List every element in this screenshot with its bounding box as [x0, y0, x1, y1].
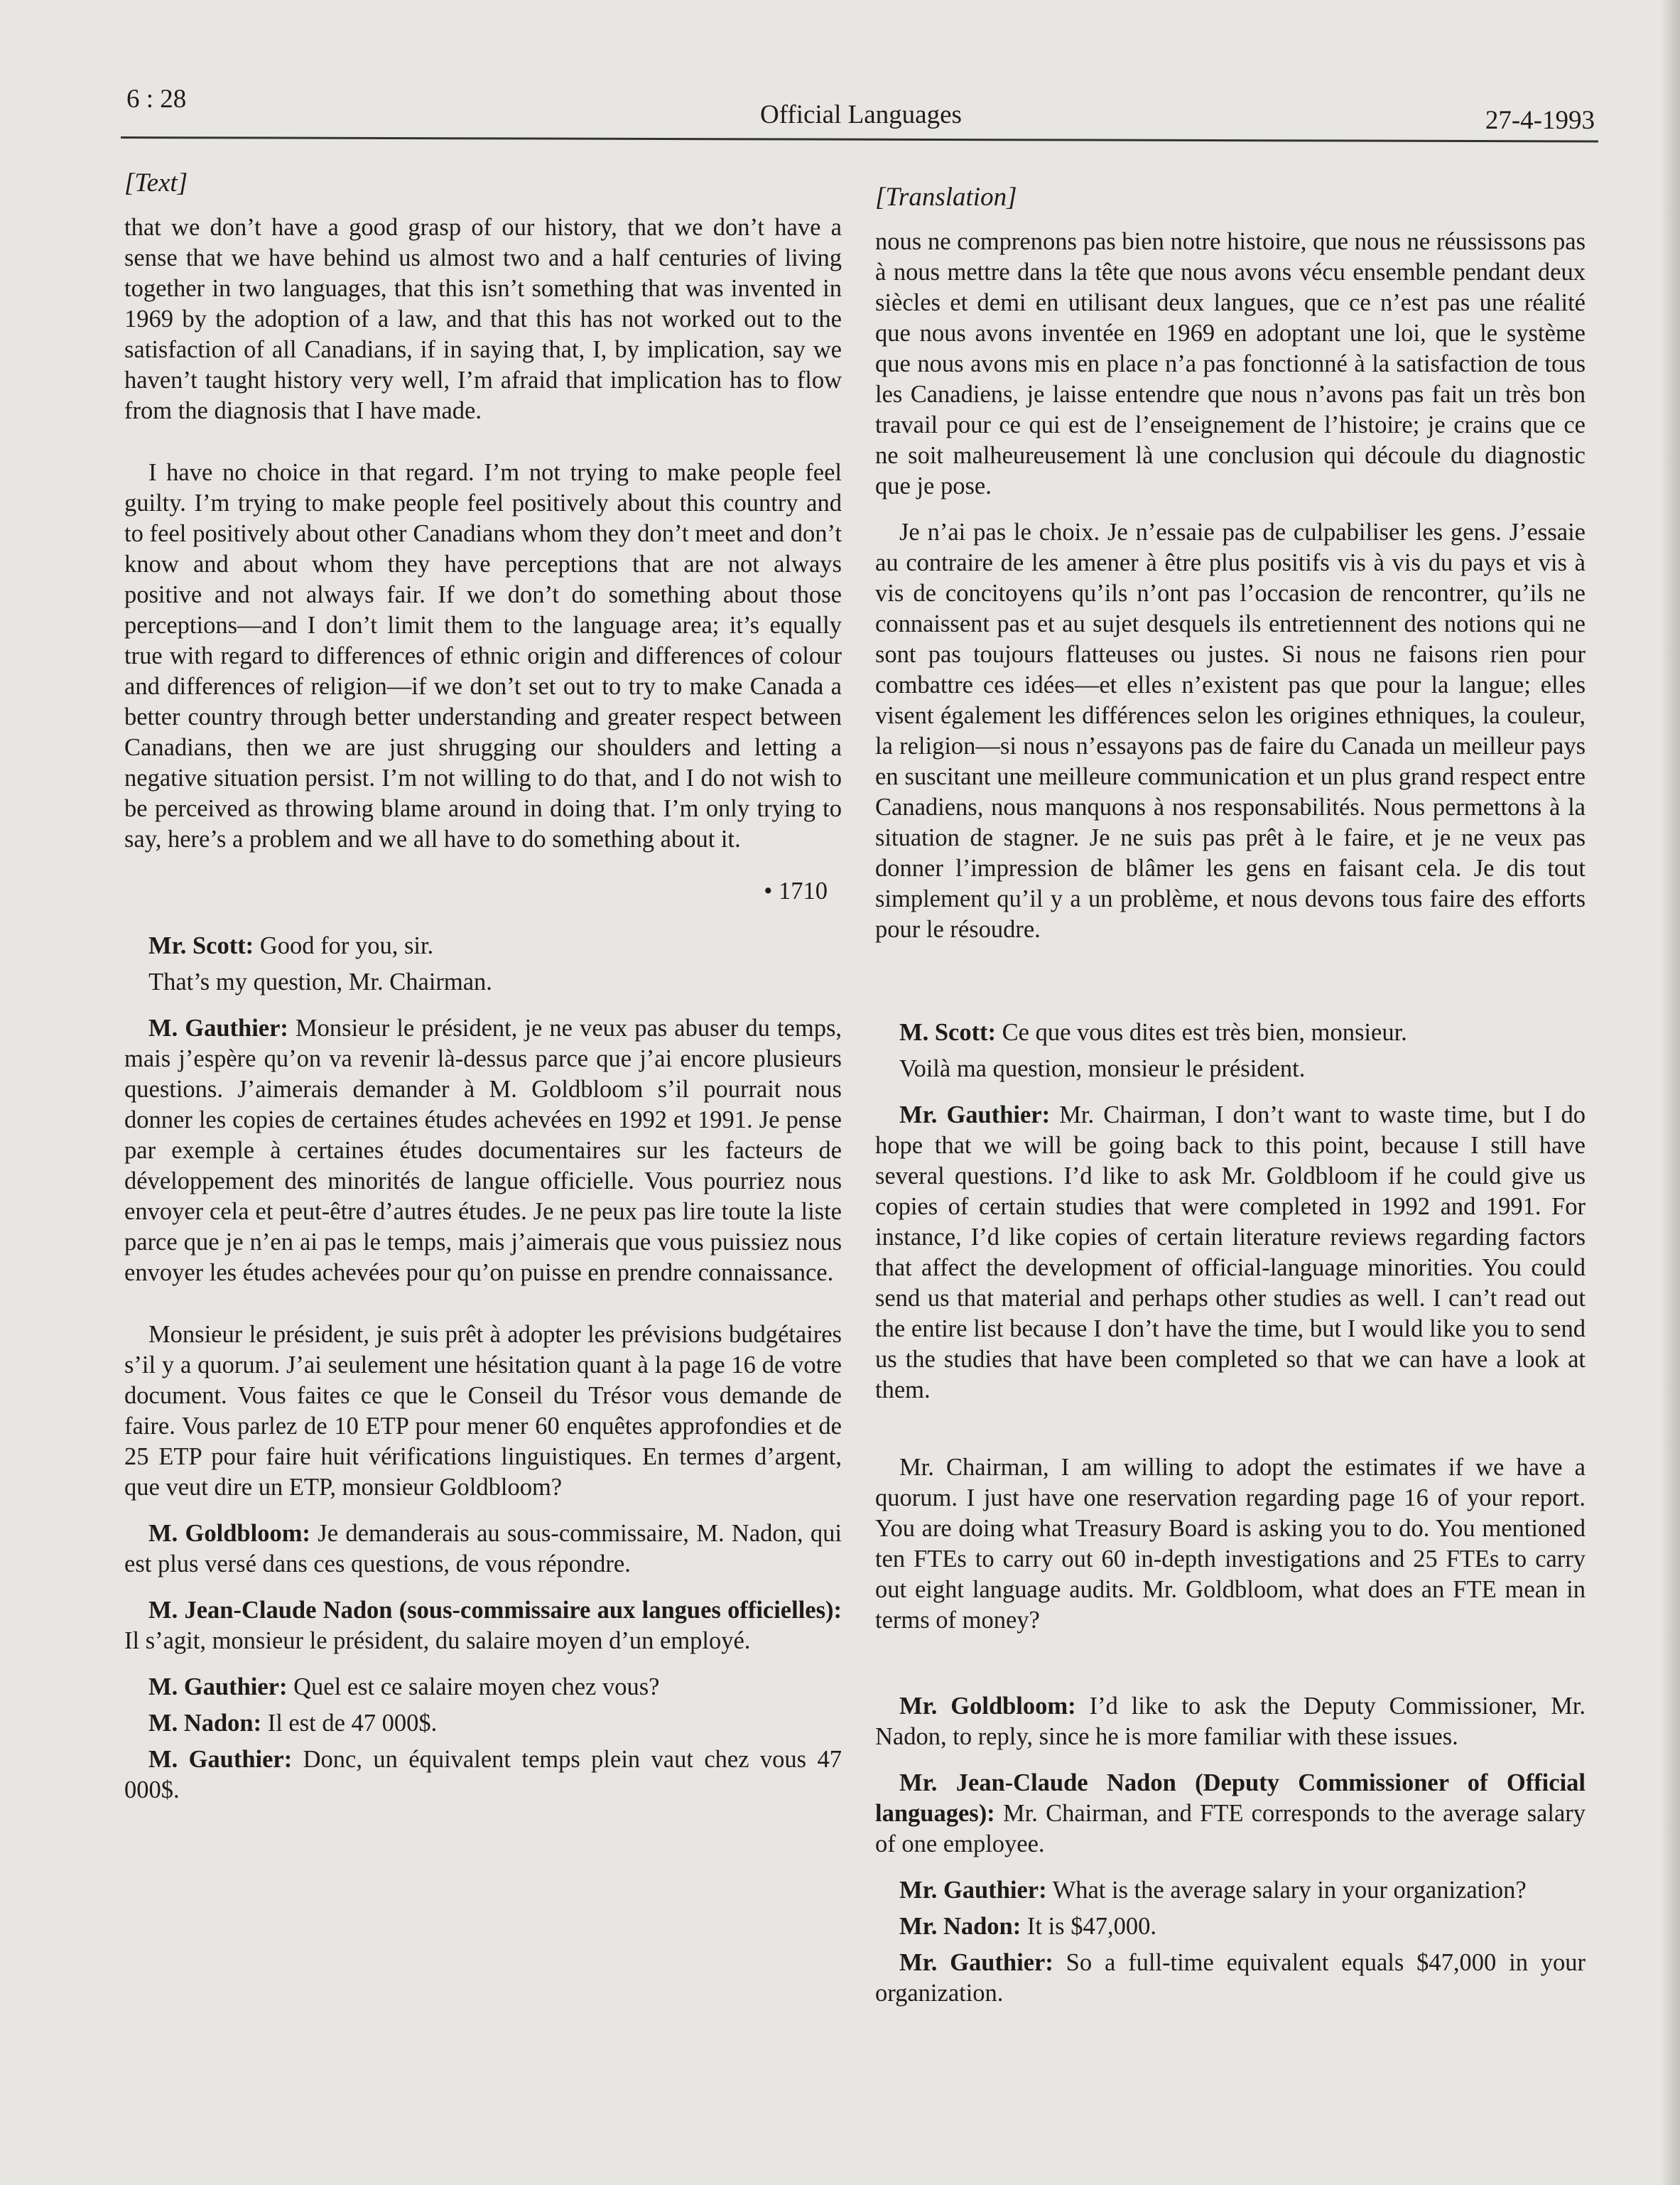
speaker-name: M. Jean-Claude Nadon (sous-commissaire aux langues officielles):: [148, 1597, 842, 1624]
left-column: [124, 168, 842, 1821]
column-label-translation: [Translation]: [875, 183, 1017, 212]
speech-text: Mr. Chairman, and FTE corresponds to the average salary of one employee.: [875, 1800, 1586, 1857]
speaker-name: M. Gauthier:: [148, 1015, 288, 1042]
speech-text: Donc, un équivalent temps plein vaut chez vous 47 000$.: [124, 1746, 842, 1803]
paragraph: that we don’t have a good grasp of our history, that we don’t have a sense that we have behind us almost two and a half centuries of living together in two languages, that this isn’t something that was invented in 1969 by the adoption of a law, and that this has not worked out to the satisfaction of all Canadians, if in saying that, I, by implication, say we haven’t taught history very well, I’m afraid that implication has to flow from the diagnosis that I have made.: [124, 214, 842, 424]
speech-text: So a full-time equivalent equals $47,000 in your organization.: [875, 1949, 1586, 2007]
speech-text: What is the average salary in your organization?: [1052, 1877, 1527, 1904]
header-rule: [121, 136, 1598, 142]
speaker-name: Mr. Gauthier:: [899, 1101, 1051, 1128]
speech-text: I’d like to ask the Deputy Commissioner, Mr. Nadon, to reply, since he is more familiar with these issues.: [875, 1693, 1586, 1750]
speaker-name: M. Gauthier:: [148, 1746, 293, 1773]
speech-text: Il est de 47 000$.: [267, 1710, 438, 1737]
speech-paragraph: [124, 1708, 842, 1739]
speech-paragraph: [875, 1911, 1586, 1942]
speech-paragraph: [875, 1100, 1586, 1406]
right-column: [875, 182, 1586, 2024]
paragraph: Je n’ai pas le choix. Je n’essaie pas de culpabiliser les gens. J’essaie au contraire de les amener à être plus positifs vis à vis du pays et vis à vis de concitoyens qu’ils n’ont pas l’occasion de rencontrer, qu’ils ne connaissent pas et au sujet desquels ils entretiennent des notions qui ne sont pas toujours flatteuses ou justes. Si nous ne faisons rien pour combattre ces idées—et elles n’existent pas que pour la langue; elles visent également les différences selon les origines ethniques, la couleur, la religion—si nous n’essayons pas de faire du Canada un meilleur pays en suscitant une meilleure communication et un plus grand respect entre Canadiens, nous manquons à nos responsabilités. Nous permettons à la situation de stagner. Je ne suis pas prêt à le faire, et je ne veux pas donner l’impression de blâmer les gens en faisant cela. Je dis tout simplement qu’il y a un problème, et nous devons tous faire des efforts pour le résoudre.: [875, 519, 1586, 943]
paragraph: Mr. Chairman, I am willing to adopt the estimates if we have a quorum. I just have one reservation regarding page 16 of your report. You are doing what Treasury Board is asking you to do. You mentioned ten FTEs to carry out 60 in-depth investigations and 25 FTEs to carry out eight language audits. Mr. Goldbloom, what does an FTE mean in terms of money?: [875, 1454, 1586, 1634]
timestamp-marker: • 1710: [764, 878, 828, 905]
speech-paragraph: [875, 1875, 1586, 1906]
speaker-name: Mr. Jean-Claude Nadon (Deputy Commissioner of Official languages):: [875, 1769, 1586, 1827]
paragraph: nous ne comprenons pas bien notre histoire, que nous ne réussissons pas à nous mettre dans la tête que nous avons vécu ensemble pendant deux siècles et demi en utilisant deux langues, que ce n’est pas une réalité que nous avons inventée en 1969 en adoptant une loi, que le système que nous avons mis en place n’a pas fonctionné à la satisfaction de tous les Canadiens, je laisse entendre que nous n’avons pas fait un très bon travail pour ce qui est de l’enseignement de l’histoire; je crains que ce ne soit malheureusement là une conclusion qui découle du diagnostic que je pose.: [875, 228, 1586, 500]
speaker-name: M. Gauthier:: [148, 1673, 288, 1700]
page-header: [121, 80, 1598, 144]
speech-paragraph: [875, 1691, 1586, 1752]
speech-paragraph: [124, 931, 842, 961]
speech-text: Good for you, sir.: [259, 932, 434, 959]
speech-text: Mr. Chairman, I don’t want to waste time, but I do hope that we will be going back to this point, because I still have several questions. I’d like to ask Mr. Goldbloom if he could give us copies of certain studies that were completed in 1992 and 1991. For instance, I’d like copies of certain literature reviews regarding factors that affect the development of official-language minorities. You could send us that material and perhaps other studies as well. I can’t read out the entire list because I don’t have the time, but I would like you to send us the studies that have been completed so that we can have a look at them.: [875, 1101, 1586, 1403]
speech-text: It is $47,000.: [1026, 1913, 1156, 1940]
speech-paragraph: [124, 1518, 842, 1580]
speech-paragraph: [875, 1018, 1586, 1048]
speaker-name: Mr. Gauthier:: [899, 1949, 1053, 1976]
speech-paragraph: [124, 1672, 842, 1703]
speech-paragraph: [124, 1595, 842, 1656]
speech-paragraph: [875, 1768, 1586, 1860]
speaker-name: M. Scott:: [899, 1019, 997, 1046]
speaker-name: M. Nadon:: [148, 1710, 262, 1737]
speaker-name: Mr. Goldbloom:: [899, 1693, 1076, 1720]
paragraph: Voilà ma question, monsieur le président.: [899, 1055, 1306, 1082]
speaker-name: Mr. Scott:: [148, 932, 254, 959]
paragraph: Monsieur le président, je suis prêt à adopter les prévisions budgétaires s’il y a quorum. J’ai seulement une hésitation quant à la page 16 de votre document. Vous faites ce que le Conseil du Trésor vous demande de faire. Vous parlez de 10 ETP pour mener 60 enquêtes approfondies et de 25 ETP pour faire huit vérifications linguistiques. En termes d’argent, que veut dire un ETP, monsieur Goldbloom?: [124, 1321, 842, 1501]
column-label-text: [Text]: [124, 168, 188, 198]
speech-paragraph: [124, 1744, 842, 1806]
speech-paragraph: [124, 1013, 842, 1288]
page-date: 27-4-1993: [1485, 106, 1595, 135]
speech-text: Il s’agit, monsieur le président, du salaire moyen d’un employé.: [124, 1627, 751, 1654]
speech-paragraph: [875, 1948, 1586, 2009]
page-title: Official Languages: [760, 100, 962, 129]
speech-text: Je demanderais au sous-commissaire, M. Nadon, qui est plus versé dans ces questions, de vous répondre.: [124, 1520, 842, 1577]
paragraph: I have no choice in that regard. I’m not trying to make people feel guilty. I’m trying to make people feel positively about this country and to feel positively about other Canadians whom they don’t meet and don’t know and about whom they have perceptions that are not always positive and not always fair. If we don’t do something about those perceptions—and I don’t limit them to the language area; it’s equally true with regard to differences of ethnic origin and differences of colour and differences of religion—if we don’t set out to try to make Canada a better country through better understanding and greater respect between Canadians, then we are just shrugging our shoulders and letting a negative situation persist. I’m not willing to do that, and I do not wish to be perceived as throwing blame around in doing that. I’m only trying to say, here’s a problem and we all have to do something about it.: [124, 459, 842, 853]
page-number: 6 : 28: [126, 85, 187, 114]
speaker-name: Mr. Gauthier:: [899, 1877, 1047, 1904]
speech-text: Quel est ce salaire moyen chez vous?: [293, 1673, 660, 1700]
speech-text: Ce que vous dites est très bien, monsieur.: [1002, 1019, 1407, 1046]
speech-text: Monsieur le président, je ne veux pas abuser du temps, mais j’espère qu’on va revenir là-dessus parce que j’ai encore plusieurs questions. J’aimerais demander à M. Goldbloom s’il pourrait nous donner les copies de certaines études achevées en 1992 et 1991. Je pense par exemple à certaines études documentaires sur les facteurs de développement des minorités de langue officielle. Vous pourriez nous envoyer cela et peut-être d’autres études. Je ne peux pas lire toute la liste parce que je n’en ai pas le temps, mais j’aimerais que vous puissiez nous envoyer les études achevées pour qu’on puisse en prendre connaissance.: [124, 1015, 842, 1286]
page-edge-shadow: [1660, 0, 1680, 2185]
speaker-name: Mr. Nadon:: [899, 1913, 1021, 1940]
paragraph: That’s my question, Mr. Chairman.: [148, 969, 492, 996]
speaker-name: M. Goldbloom:: [148, 1520, 310, 1547]
